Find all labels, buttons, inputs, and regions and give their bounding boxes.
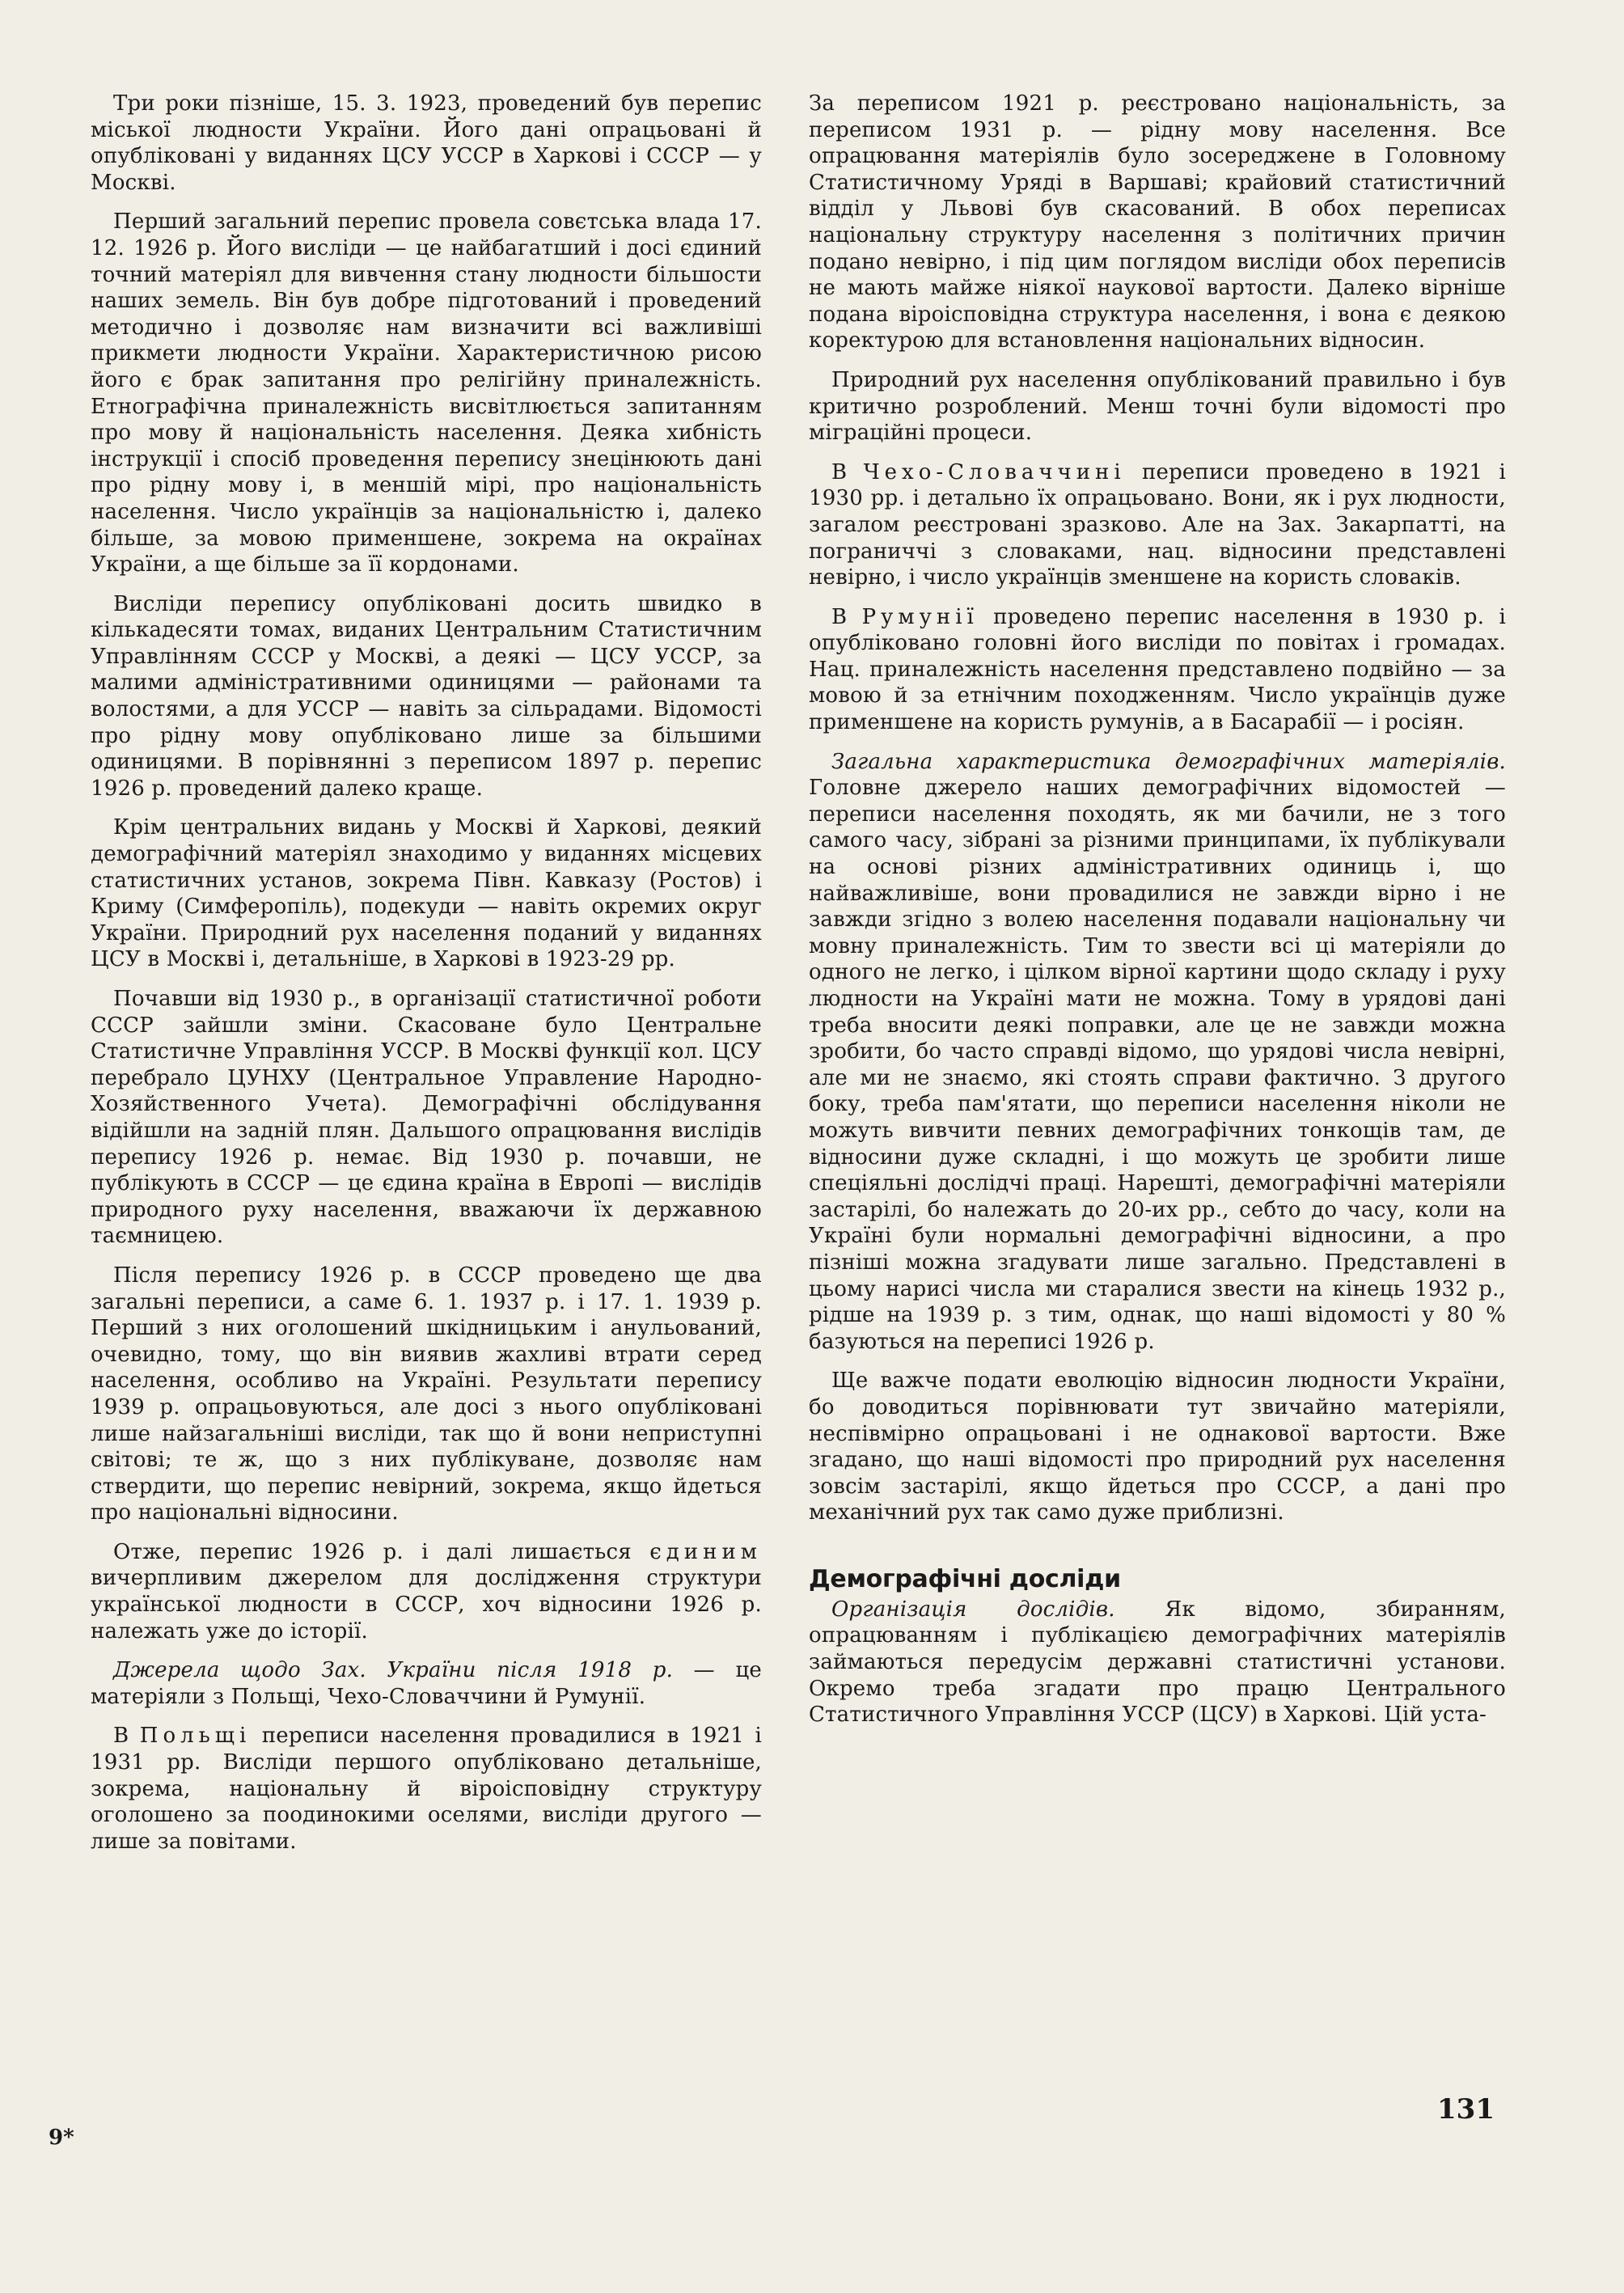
italic-lead: Організація дослідів. xyxy=(831,1597,1115,1622)
paragraph xyxy=(91,1657,762,1710)
paragraph: Три роки пізніше, 15. 3. 1923, проведений був перепис міської людности України. Його дані опрацьовані й опубліковані у виданнях ЦСУ УССР в Харкові і СССР — у Москві. xyxy=(91,91,762,195)
text-run: проведено перепис населення в 1930 р. і опубліковано головні його висліди по повітах і громадах. Нац. приналежність населення представлено подвійно — за мовою й за етнічним походженням. Число українців дуже применшене на користь румунів, а в Басарабії — і росіян. xyxy=(809,604,1506,735)
italic-lead: Джерела щодо Зах. України після 1918 р. xyxy=(113,1658,674,1683)
text-run: переписи проведено в 1921 і 1930 рр. і детально їх опрацьовано. Вони, як і рух людности, загалом реєстровані зразково. Але на Зах. Закарпатті, на пограниччі з словаками, нац. відносини представлені невірно, і число українців зменшене на користь словаків. xyxy=(809,459,1506,590)
page-number: 131 xyxy=(1437,2093,1495,2126)
spaced-emphasis: Румунії xyxy=(861,604,979,629)
paragraph: За переписом 1921 р. реєстровано національність, за переписом 1931 р. — рідну мову населення. Все опрацювання матеріялів було зосереджене в Головному Статистичному Уряді в Варшаві; крайовий статистичний відділ у Львові був скасований. В обох переписах національну структуру населення з політичних причин подано невірно, і під цим поглядом висліди обох переписів не мають майже ніякої наукової вартости. Далеко вірніше подана віроісповідна структура населення, і вона є деякою коректурою для встановлення національних відносин. xyxy=(809,91,1506,353)
paragraph: Перший загальний перепис провела совєтська влада 17. 12. 1926 р. Його висліди — це найбагатший і досі єдиний точний матеріял для вивчення стану людности більшости наших земель. Він був добре підготований і проведений методично і дозволяє нам визначити всі важливіші прикмети людности України. Характеристичною рисою його є брак запитання про релігійну приналежність. Етнографічна приналежність висвітлюється запитанням про мову й національність населення. Деяка хибність інструкції і спосіб проведення перепису знецінюють дані про рідну мову і, в меншій мірі, про національність населення. Число українців за національністю і, далеко більше, за мовою применшене, зокрема на окраїнах України, а ще більше за її кордонами. xyxy=(91,209,762,577)
paragraph: Висліди перепису опубліковані досить швидко в кількадесяти томах, виданих Центральним Статистичним Управлінням СССР у Москві, а деякі — ЦСУ УССР, за малими адміністративними одиницями — районами та волостями, а для УССР — навіть за сільрадами. Відомості про рідну мову опубліковано лише за більшими одиницями. В порівнянні з переписом 1897 р. перепис 1926 р. проведений далеко краще. xyxy=(91,591,762,801)
text-run: В xyxy=(831,459,864,484)
paragraph xyxy=(91,1723,762,1855)
spaced-emphasis: Польщі xyxy=(139,1724,252,1749)
text-run: переписи населення провадилися в 1921 і 1931 рр. Висліди першого опубліковано детальніше, зокрема, національну й віроісповідну структуру оголошено за поодинокими оселями, висліди другого — лише за повітами. xyxy=(91,1724,762,1854)
spaced-emphasis: єдиним xyxy=(649,1539,762,1564)
text-run: Як відомо, збиранням, опрацюванням і публікацією демографічних матеріялів займаються передусім державні статистичні установи. Окремо треба згадати про працю Центрального Статистичного Управління УССР (ЦСУ) в Харкові. Цій уста- xyxy=(809,1597,1506,1728)
left-column xyxy=(91,91,762,1868)
paragraph: Крім центральних видань у Москві й Харкові, деякий демографічний матеріял знаходимо у виданнях місцевих статистичних установ, зокрема Півн. Кавказу (Ростов) і Криму (Симферопіль), подекуди — навіть окремих округ України. Природний рух населення поданий у виданнях ЦСУ в Москві і, детальніше, в Харкові в 1923-29 рр. xyxy=(91,815,762,972)
paragraph: Ще важче подати еволюцію відносин людности України, бо доводиться порівнювати тут звичайно матеріяли, неспівмірно опрацьовані і не однакової вартости. Вже згадано, що наші відомості про природний рух населення зовсім застарілі, якщо йдеться про СССР, а дані про механічний рух так само дуже приблизні. xyxy=(809,1369,1506,1525)
paragraph xyxy=(809,459,1506,591)
text-run: В xyxy=(113,1724,140,1749)
paragraph: Природний рух населення опублікований правильно і був критично розроблений. Менш точні були відомості про міграційні процеси. xyxy=(809,367,1506,446)
section-heading: Демографічні досліди xyxy=(809,1564,1121,1593)
paragraph: Після перепису 1926 р. в СССР проведено ще два загальні переписи, а саме 6. 1. 1937 р. і 17. 1. 1939 р. Перший з них оголошений шкідницьким і анульований, очевидно, тому, що він виявив жахливі втрати серед населення, особливо на Україні. Результати перепису 1939 р. опрацьовуються, але досі з нього опубліковані лише найзагальніші висліди, так що й вони неприступні світові; те ж, що з них публікуване, дозволяє нам ствердити, що перепис невірний, зокрема, якщо йдеться про національні відносини. xyxy=(91,1263,762,1525)
text-run: — це матеріяли з Польщі, Чехо-Словаччини й Румунії. xyxy=(91,1658,762,1709)
text-run: Головне джерело наших демографічних відомостей — переписи населення походять, як ми бачили, не з того самого часу, зібрані за різними принципами, їх публікували на основі різних адміністративних одиниць і, що найважливіше, вони провадилися не завжди вірно і не завжди згідно з волею населення подавали національну чи мовну приналежність. Тим то звести всі ці матеріяли до одного не легко, і цілком вірної картини щодо складу і руху людности на Україні мати не можна. Тому в урядові дані треба вносити деякі поправки, але це не завжди можна зробити, бо часто справді відомо, що урядові числа невірні, але ми не знаємо, які стоять справи фактично. З другого боку, треба пам'ятати, що переписи населення ніколи не можуть вивчити певних демографічних тонкощів там, де відносини дуже складні, і що можуть це зробити лише спеціяльні дослідчі праці. Нарешті, демографічні матеріяли застарілі, бо належать до 20-их рр., себто до часу, коли на Україні були нормальні демографічні відносини, а про пізніші можна згадувати лише загально. Представлені в цьому нарисі числа ми старалися звести на кінець 1932 р., рідше на 1939 р. з тим, однак, що наші відомості у 80 % базуються на переписі 1926 р. xyxy=(809,776,1506,1354)
paragraph: Почавши від 1930 р., в організації статистичної роботи СССР зайшли зміни. Скасоване було Центральне Статистичне Управління УССР. В Москві функції кол. ЦСУ перебрало ЦУНХУ (Центральное Управление Народно-Хозяйственного Учета). Демографічні обслідування відійшли на задній плян. Дальшого опрацювання вислідів перепису 1926 р. немає. Від 1930 р. почавши, не публікують в СССР — це єдина країна в Европі — вислідів природного руху населення, вважаючи їх державною таємницею. xyxy=(91,987,762,1249)
text-run: В xyxy=(831,604,862,629)
spaced-emphasis: Чехо-Словаччині xyxy=(863,459,1126,484)
paragraph xyxy=(809,1597,1506,1728)
paragraph xyxy=(809,604,1506,736)
text-run: вичерпливим джерелом для дослідження структури української людности в СССР, хоч відносини 1926 р. належать уже до історії. xyxy=(91,1566,762,1644)
paragraph xyxy=(91,1539,762,1644)
paragraph xyxy=(809,749,1506,1356)
italic-lead: Загальна характеристика демографічних матеріялів. xyxy=(831,749,1506,774)
signature-mark: 9* xyxy=(49,2126,74,2150)
right-column xyxy=(809,91,1506,1741)
text-run: Отже, перепис 1926 р. і далі лишається xyxy=(113,1539,650,1564)
